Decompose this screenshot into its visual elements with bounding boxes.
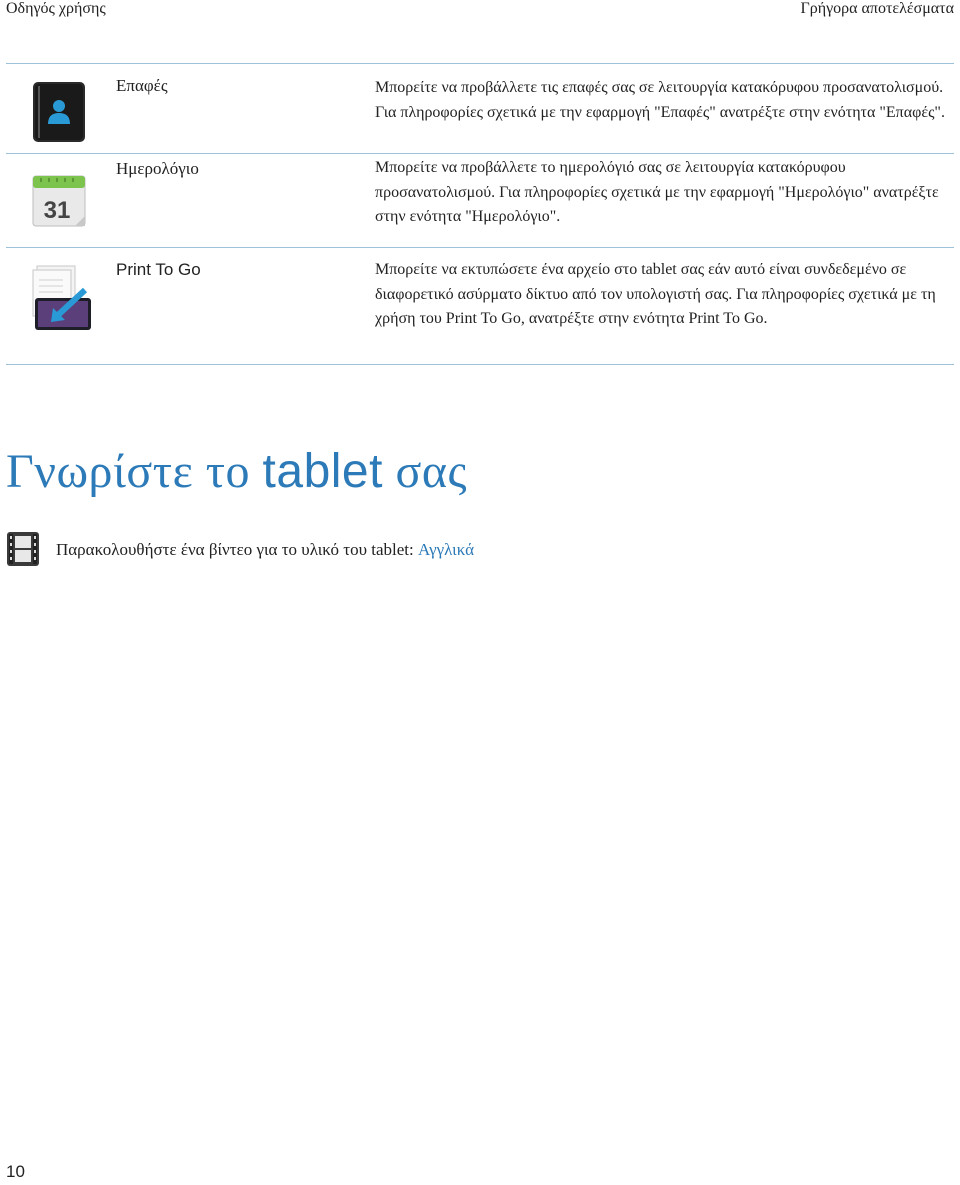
video-film-icon — [6, 531, 40, 572]
video-language-link[interactable]: Αγγλικά — [417, 540, 475, 559]
table-row — [6, 153, 954, 247]
section-title-part: Γνωρίστε το — [6, 445, 263, 498]
row-description: Μπορείτε να εκτυπώσετε ένα αρχείο στο tablet σας εάν αυτό είναι συνδεδεμένο σε διαφορετικό ασύρματο δίκτυο από τον υπολογιστή σας. Για πληροφορίες σχετικά με τη χρήση του Print To Go, ανατρέξτε στην ενότητα Print To Go. — [375, 261, 936, 327]
page-number: 10 — [6, 1162, 25, 1181]
row-name: Ημερολόγιο — [116, 159, 199, 178]
video-text — [56, 540, 474, 560]
running-header-left: Οδηγός χρήσης — [6, 0, 106, 17]
table-row — [6, 247, 954, 365]
apps-table — [6, 63, 954, 365]
section-title — [6, 444, 467, 499]
calendar-icon-number: 31 — [43, 197, 71, 224]
print-to-go-icon — [31, 264, 93, 337]
running-header-right: Γρήγορα αποτελέσματα — [800, 0, 954, 17]
row-name: Επαφές — [116, 76, 168, 95]
section-title-part: σας — [382, 445, 467, 498]
video-description: Παρακολουθήστε ένα βίντεο για το υλικό του tablet: — [56, 540, 418, 559]
section-title-part: tablet — [262, 445, 383, 498]
row-description: Μπορείτε να προβάλλετε το ημερολόγιό σας σε λειτουργία κατακόρυφου προσανατολισμού. Για πληροφορίες σχετικά με την εφαρμογή "Ημερολόγιο" ανατρέξτε στην ενότητα "Ημερολόγιο". — [375, 159, 939, 225]
row-name: Print To Go — [116, 260, 201, 279]
calendar-icon — [31, 170, 89, 233]
contacts-icon — [31, 80, 87, 149]
row-description: Μπορείτε να προβάλλετε τις επαφές σας σε λειτουργία κατακόρυφου προσανατολισμού. Για πληροφορίες σχετικά με την εφαρμογή "Επαφές" ανατρέξτε στην ενότητα "Επαφές". — [375, 79, 945, 121]
table-row — [6, 63, 954, 153]
